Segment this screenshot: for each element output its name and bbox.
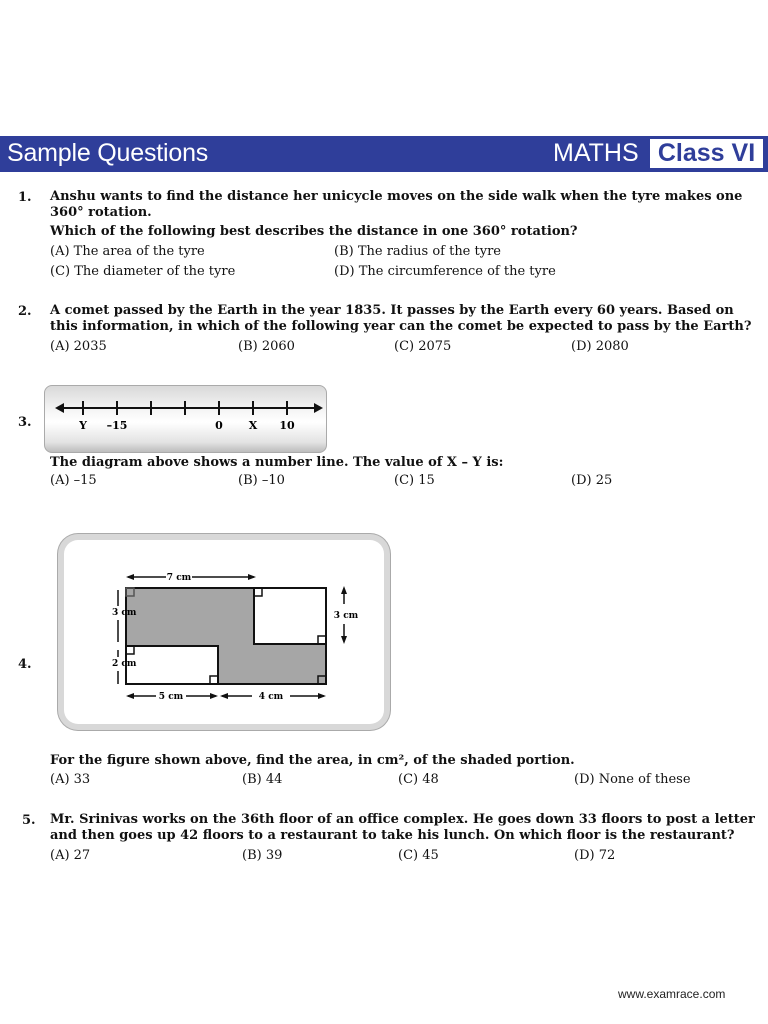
option-c: (C) 2075 bbox=[394, 339, 452, 354]
tick-label-ten: 10 bbox=[279, 419, 295, 432]
dim-label-bottom-left: 5 cm bbox=[158, 692, 184, 702]
question-stem bbox=[50, 189, 750, 240]
dim-label-top: 7 cm bbox=[166, 573, 192, 583]
stem-line: this information, in which of the following year can the comet be expected to pass by the Earth? bbox=[50, 319, 752, 334]
subject-label: MATHS bbox=[553, 139, 639, 167]
question-stem: The diagram above shows a number line. The value of X – Y is: bbox=[50, 455, 504, 470]
question-number: 3. bbox=[18, 415, 32, 430]
stem-line: Which of the following best describes the distance in one 360° rotation? bbox=[50, 224, 578, 239]
stem-line: Mr. Srinivas works on the 36th floor of an office complex. He goes down 33 floors to post a letter bbox=[50, 812, 755, 827]
option-d: (D) 72 bbox=[574, 848, 616, 863]
option-b: (B) The radius of the tyre bbox=[334, 244, 501, 259]
dim-label-right: 3 cm bbox=[333, 611, 359, 621]
option-c: (C) 48 bbox=[398, 772, 439, 787]
tick-label-neg15: –15 bbox=[106, 419, 128, 432]
tick-label-y: Y bbox=[79, 419, 87, 432]
dim-label-left-lower: 2 cm bbox=[112, 659, 137, 669]
question-stem bbox=[50, 303, 760, 335]
question-number: 5. bbox=[22, 813, 36, 828]
option-b: (B) –10 bbox=[238, 473, 285, 488]
option-a: (A) 27 bbox=[50, 848, 91, 863]
option-d: (D) 25 bbox=[571, 473, 613, 488]
question-stem bbox=[50, 812, 762, 844]
option-d: (D) None of these bbox=[574, 772, 691, 787]
question-number: 2. bbox=[18, 304, 32, 319]
option-c: (C) The diameter of the tyre bbox=[50, 264, 236, 279]
option-b: (B) 39 bbox=[242, 848, 283, 863]
option-b: (B) 44 bbox=[242, 772, 283, 787]
tick-label-x: X bbox=[248, 419, 258, 432]
stem-line: and then goes up 42 floors to a restaurant to take his lunch. On which floor is the restaurant? bbox=[50, 828, 735, 843]
stem-line: A comet passed by the Earth in the year 1835. It passes by the Earth every 60 years. Based on bbox=[50, 303, 734, 318]
question-number: 1. bbox=[18, 190, 32, 205]
page-title: Sample Questions bbox=[7, 139, 209, 167]
option-a: (A) The area of the tyre bbox=[50, 244, 205, 259]
stem-line: Anshu wants to find the distance her unicycle moves on the side walk when the tyre makes one bbox=[50, 189, 743, 204]
footer-website: www.examrace.com bbox=[618, 987, 726, 1001]
stem-line: 360° rotation. bbox=[50, 205, 152, 220]
option-a: (A) –15 bbox=[50, 473, 97, 488]
option-d: (D) 2080 bbox=[571, 339, 629, 354]
tick-label-zero: 0 bbox=[215, 419, 223, 432]
option-d: (D) The circumference of the tyre bbox=[334, 264, 556, 279]
number-line-figure bbox=[44, 385, 327, 453]
option-a: (A) 33 bbox=[50, 772, 91, 787]
area-figure bbox=[64, 540, 384, 724]
dim-label-bottom-right: 4 cm bbox=[258, 692, 284, 702]
number-line bbox=[45, 386, 326, 452]
option-b: (B) 2060 bbox=[238, 339, 295, 354]
option-c: (C) 15 bbox=[394, 473, 435, 488]
header-banner bbox=[0, 136, 768, 172]
question-stem: For the figure shown above, find the area, in cm², of the shaded portion. bbox=[50, 753, 575, 768]
class-badge: Class VI bbox=[650, 139, 763, 168]
question-number: 4. bbox=[18, 657, 32, 672]
option-a: (A) 2035 bbox=[50, 339, 107, 354]
composite-rectangle-figure bbox=[64, 540, 384, 724]
option-c: (C) 45 bbox=[398, 848, 439, 863]
dim-label-left-upper: 3 cm bbox=[112, 608, 137, 618]
